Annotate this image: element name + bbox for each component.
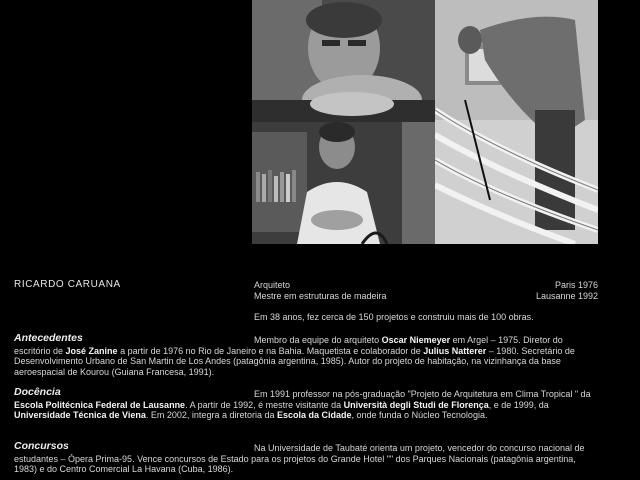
highlighted-name: Università degli Studi de Florença bbox=[343, 399, 489, 410]
photo-portrait-bottom bbox=[252, 122, 435, 244]
section-text-antecedentes bbox=[14, 335, 600, 377]
photo-portrait-top bbox=[252, 0, 435, 122]
highlighted-name: Escola da Cidade bbox=[276, 410, 352, 420]
architect-name: RICARDO CARUANA bbox=[14, 279, 121, 290]
text-segment: Em 1991 professor na pós-graduação "Projeto de Arquitetura em Clima Tropical " da bbox=[254, 389, 591, 399]
text-segment: . Em 2002, integra a diretoria da bbox=[145, 410, 277, 420]
section-heading-antecedentes: Antecedentes bbox=[14, 332, 83, 344]
section-text-concursos bbox=[14, 443, 600, 475]
highlighted-name: Julius Natterer bbox=[423, 345, 487, 356]
highlighted-name: Universidade Técnica de Viena bbox=[14, 410, 146, 420]
text-segment: , e de 1999, da bbox=[488, 399, 549, 410]
text-segment: – 1980. Secretário de Desenvolvimento Urbano de San Martin de Los Andes (patagônia argentina, 1985). Autor do projeto de habitação, na vizinhança da base aeroespacial de Kourou (Guiana Francesa, 1991). bbox=[14, 345, 575, 377]
credential-title-1: Arquiteto bbox=[254, 280, 291, 290]
text-segment: Na Universidade de Taubaté orienta um projeto, vencedor do concurso nacional de estudantes – Ópera Prima-95. Vence concursos de Estado para os projetos do Grande Hotel "" dos Parques Nacionais (patagônia argentina, 1983) e do Centro Comercial La Havana (Cuba, 1986). bbox=[14, 443, 585, 474]
career-summary: Em 38 anos, fez cerca de 150 projetos e construiu mais de 100 obras. bbox=[254, 312, 534, 322]
photo-model-structure bbox=[435, 0, 598, 244]
credential-title-2: Mestre em estruturas de madeira bbox=[254, 291, 387, 301]
highlighted-name: José Zanine bbox=[65, 345, 118, 356]
text-segment: a partir de 1976 no Rio de Janeiro e na Bahia. Maquetista e colaborador de bbox=[117, 345, 424, 356]
highlighted-name: Escola Politécnica Federal de Lausanne bbox=[14, 399, 186, 410]
highlighted-name: Oscar Niemeyer bbox=[381, 335, 451, 345]
section-heading-docencia: Docência bbox=[14, 386, 61, 398]
text-segment: . A partir de 1992, é mestre visitante da bbox=[185, 399, 344, 410]
section-text-docencia bbox=[14, 389, 600, 421]
credential-place-1: Paris 1976 bbox=[554, 280, 598, 290]
credential-place-2: Lausanne 1992 bbox=[535, 291, 598, 301]
text-segment: Membro da equipe do arquiteto bbox=[254, 335, 382, 345]
section-heading-concursos: Concursos bbox=[14, 440, 69, 452]
text-segment: em Argel – 1975. Diretor do escritório de bbox=[14, 335, 563, 356]
text-segment: , onde funda o Núcleo Tecnologia. bbox=[351, 410, 488, 420]
